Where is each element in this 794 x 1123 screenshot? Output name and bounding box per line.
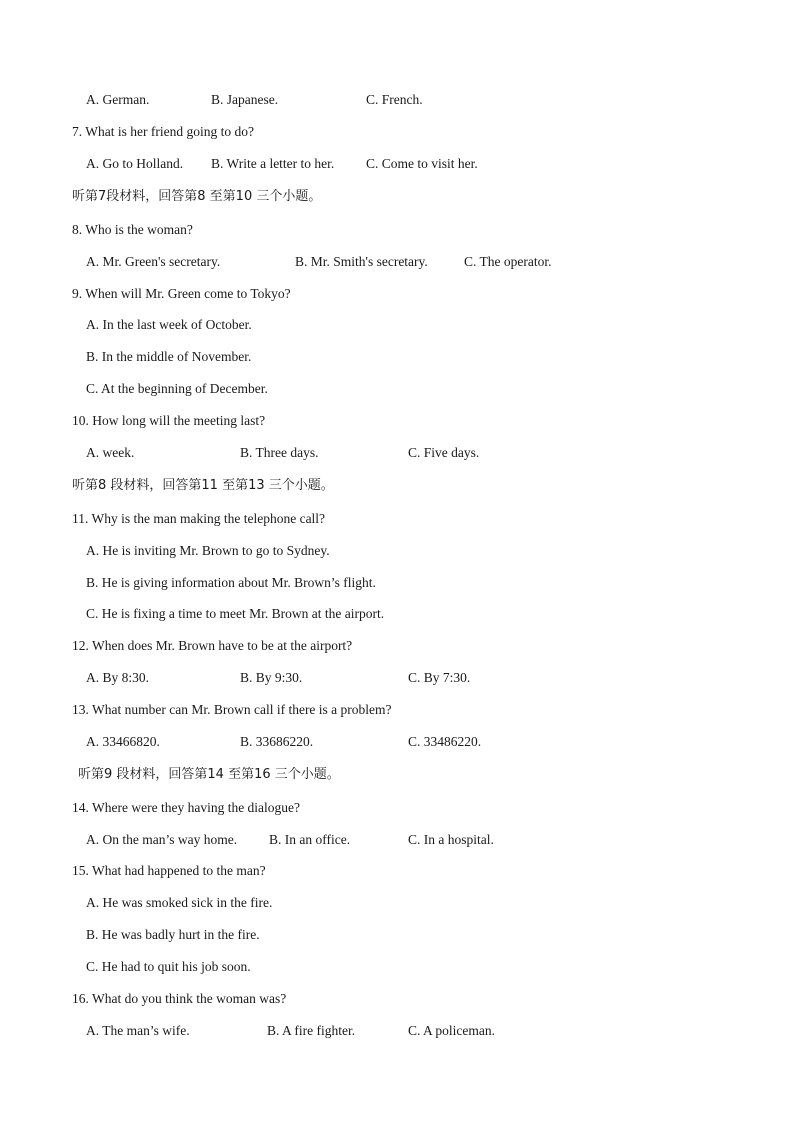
- q8-option-b: B. Mr. Smith's secretary.: [295, 254, 428, 269]
- q11-option-b: B. He is giving information about Mr. Brown’s flight.: [86, 575, 376, 590]
- q15-option-c: C. He had to quit his job soon.: [86, 959, 251, 974]
- question-15: 15. What had happened to the man?: [72, 863, 266, 878]
- q6-option-a: A. German.: [86, 92, 150, 107]
- q10-option-b: B. Three days.: [240, 445, 319, 460]
- q9-option-c: C. At the beginning of December.: [86, 381, 268, 396]
- section-9-instruction: 听第9 段材料，回答第14 至第16 三个小题。: [78, 767, 340, 782]
- q12-option-c: C. By 7:30.: [408, 670, 471, 685]
- q14-option-b: B. In an office.: [269, 832, 351, 847]
- q10-option-a: A. week.: [86, 445, 135, 460]
- q15-option-a: A. He was smoked sick in the fire.: [86, 895, 273, 910]
- q16-option-b: B. A fire fighter.: [267, 1023, 356, 1038]
- q12-option-a: A. By 8:30.: [86, 670, 150, 685]
- q8-option-a: A. Mr. Green's secretary.: [86, 254, 221, 269]
- question-13: 13. What number can Mr. Brown call if there is a problem?: [72, 702, 392, 717]
- q8-option-c: C. The operator.: [464, 254, 552, 269]
- question-7: 7. What is her friend going to do?: [72, 124, 254, 139]
- q13-option-c: C. 33486220.: [408, 734, 482, 749]
- question-8: 8. Who is the woman?: [72, 222, 193, 237]
- q16-option-a: A. The man’s wife.: [86, 1023, 190, 1038]
- question-10: 10. How long will the meeting last?: [72, 413, 266, 428]
- q14-option-a: A. On the man’s way home.: [86, 832, 238, 847]
- q7-option-b: B. Write a letter to her.: [211, 156, 335, 171]
- q9-option-a: A. In the last week of October.: [86, 317, 252, 332]
- q13-option-b: B. 33686220.: [240, 734, 314, 749]
- section-7-instruction: 听第7段材料，回答第8 至第10 三个小题。: [72, 189, 322, 204]
- q14-option-c: C. In a hospital.: [408, 832, 494, 847]
- question-14: 14. Where were they having the dialogue?: [72, 800, 301, 815]
- q7-option-a: A. Go to Holland.: [86, 156, 184, 171]
- q10-option-c: C. Five days.: [408, 445, 480, 460]
- q7-option-c: C. Come to visit her.: [366, 156, 478, 171]
- q6-option-c: C. French.: [366, 92, 423, 107]
- q9-option-b: B. In the middle of November.: [86, 349, 252, 364]
- question-11: 11. Why is the man making the telephone call?: [72, 511, 326, 526]
- q12-option-b: B. By 9:30.: [240, 670, 303, 685]
- question-9: 9. When will Mr. Green come to Tokyo?: [72, 286, 291, 301]
- q16-option-c: C. A policeman.: [408, 1023, 495, 1038]
- section-8-instruction: 听第8 段材料，回答第11 至第13 三个小题。: [72, 478, 334, 493]
- question-12: 12. When does Mr. Brown have to be at the airport?: [72, 638, 353, 653]
- q6-option-b: B. Japanese.: [211, 92, 279, 107]
- q15-option-b: B. He was badly hurt in the fire.: [86, 927, 260, 942]
- q11-option-c: C. He is fixing a time to meet Mr. Brown at the airport.: [86, 606, 385, 621]
- q11-option-a: A. He is inviting Mr. Brown to go to Sydney.: [86, 543, 330, 558]
- q13-option-a: A. 33466820.: [86, 734, 160, 749]
- question-16: 16. What do you think the woman was?: [72, 991, 287, 1006]
